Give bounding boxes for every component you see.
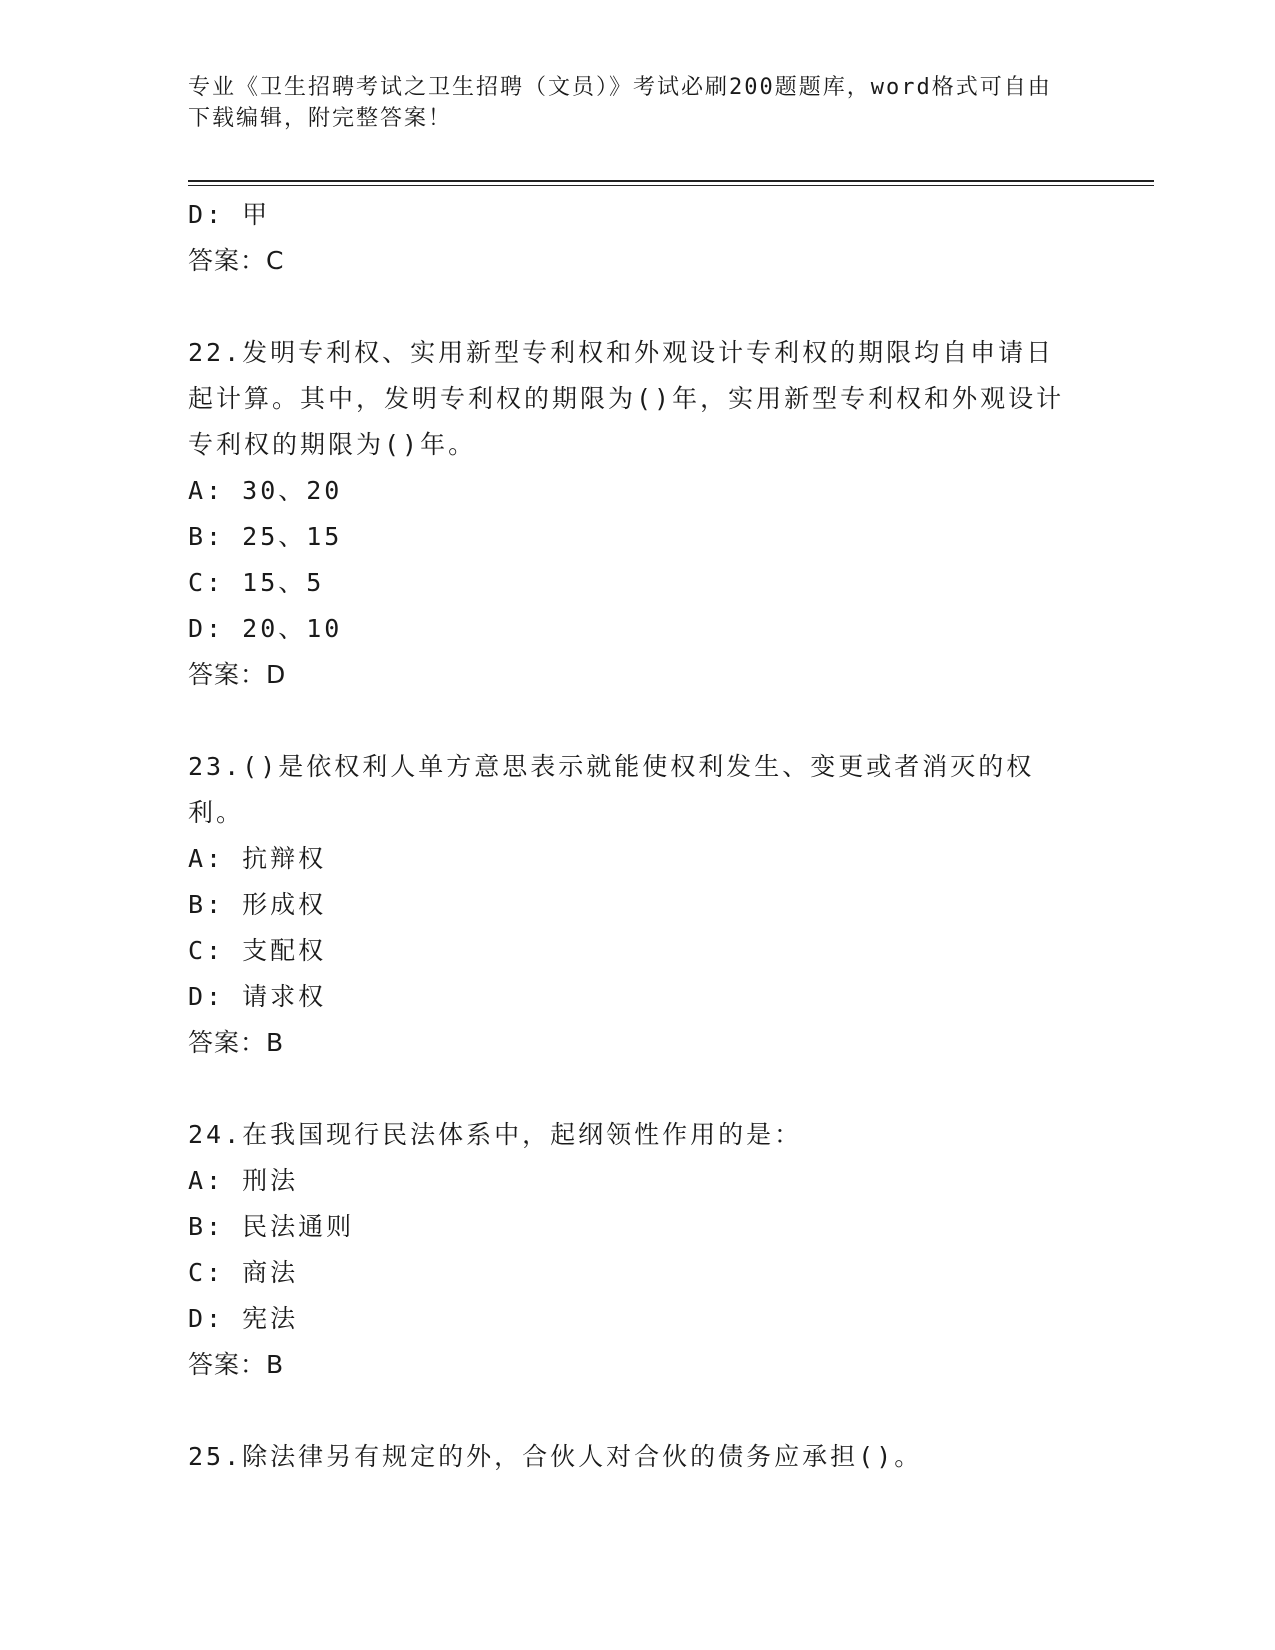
question-list	[188, 192, 1088, 1480]
option-c: C: 商法	[188, 1258, 299, 1287]
answer-line: 答案：B	[188, 1350, 285, 1379]
question-text: 25.除法律另有规定的外，合伙人对合伙的债务应承担()。	[188, 1442, 923, 1471]
question-text: 23.()是依权利人单方意思表示就能使权利发生、变更或者消灭的权利。	[188, 752, 1035, 827]
spacer	[188, 1066, 1088, 1112]
spacer	[188, 698, 1088, 744]
option-a: A: 刑法	[188, 1166, 299, 1195]
page-header	[188, 72, 1068, 134]
option-b: B: 民法通则	[188, 1212, 355, 1241]
spacer	[188, 1388, 1088, 1434]
question-item	[188, 1112, 1088, 1388]
answer-line: 答案：C	[188, 246, 285, 275]
question-text: 22.发明专利权、实用新型专利权和外观设计专利权的期限均自申请日起计算。其中，发明专利权的期限为()年，实用新型专利权和外观设计专利权的期限为()年。	[188, 338, 1065, 459]
option-b: B: 形成权	[188, 890, 327, 919]
option-d: D: 甲	[188, 200, 271, 229]
option-a: A: 30、20	[188, 476, 343, 505]
answer-line: 答案：B	[188, 1028, 285, 1057]
option-a: A: 抗辩权	[188, 844, 327, 873]
option-c: C: 支配权	[188, 936, 327, 965]
option-d: D: 20、10	[188, 614, 343, 643]
header-text: 专业《卫生招聘考试之卫生招聘（文员）》考试必刷200题题库，word格式可自由下载编辑，附完整答案！	[188, 75, 1052, 131]
answer-line: 答案：D	[188, 660, 287, 689]
option-d: D: 宪法	[188, 1304, 299, 1333]
option-d: D: 请求权	[188, 982, 327, 1011]
question-item	[188, 744, 1088, 1066]
question-text: 24.在我国现行民法体系中，起纲领性作用的是：	[188, 1120, 803, 1149]
option-b: B: 25、15	[188, 522, 343, 551]
spacer	[188, 284, 1088, 330]
header-rule	[188, 180, 1154, 182]
question-item	[188, 1434, 1088, 1480]
question-item	[188, 330, 1088, 698]
option-c: C: 15、5	[188, 568, 325, 597]
header-rule-thin	[188, 185, 1154, 186]
